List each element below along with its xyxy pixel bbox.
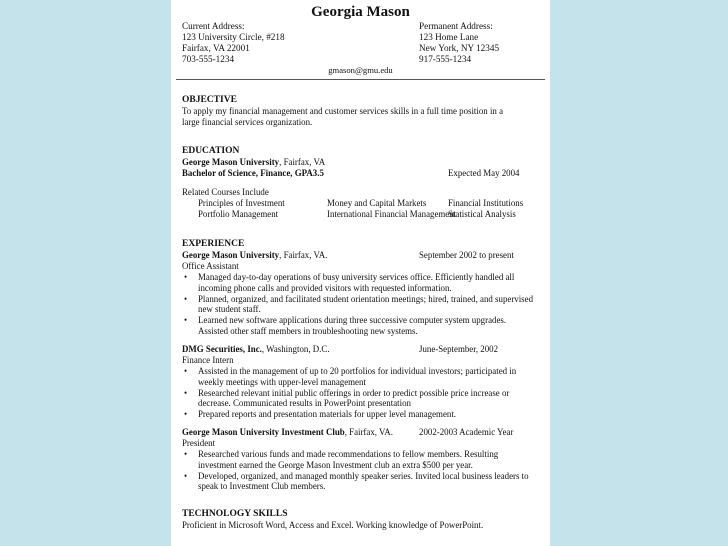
list-item: • Researched various funds and made recommendations to fellow members. Resulting investment earned the George Mason Investment club an extra $500 per year. xyxy=(182,449,533,471)
education-heading: EDUCATION xyxy=(182,146,240,156)
job-dates: June-September, 2002 xyxy=(419,344,499,354)
job-title: President xyxy=(182,438,216,448)
job-org xyxy=(182,344,330,355)
list-item: • Assisted in the management of up to 20 portfolios for individual investors; participated in weekly meetings with upper-level management xyxy=(182,366,533,388)
job-bullets xyxy=(182,366,533,420)
current-address-label: Current Address: xyxy=(182,21,245,31)
job-location: , Fairfax, VA. xyxy=(344,427,393,437)
resume-page xyxy=(171,0,550,546)
list-item: • Developed, organized, and managed monthly speaker series. Invited local business leaders to speak to Investment Club members. xyxy=(182,471,533,493)
objective-text: To apply my financial management and customer services skills in a full time position in a large financial services organization. xyxy=(182,106,504,127)
job-location: , Washington, D.C. xyxy=(261,344,330,354)
permanent-address-phone: 917-555-1234 xyxy=(419,54,472,64)
current-address-phone: 703-555-1234 xyxy=(182,54,235,64)
tech-skills-heading: TECHNOLOGY SKILLS xyxy=(182,509,288,519)
list-item: • Learned new software applications during three successive computer system upgrades. Assisted other staff members in troubleshooting new systems. xyxy=(182,315,533,337)
job-org-name: George Mason University Investment Club xyxy=(182,427,345,437)
job-bullets xyxy=(182,449,533,492)
objective-heading: OBJECTIVE xyxy=(182,95,237,105)
course-item: International Financial Management xyxy=(327,209,457,219)
list-item: • Managed day-to-day operations of busy university services office. Efficiently handled all incoming phone calls and provided visitors with requested information. xyxy=(182,272,533,294)
experience-heading: EXPERIENCE xyxy=(182,239,245,249)
job-org xyxy=(182,250,327,261)
education-school-name: George Mason University xyxy=(182,157,280,167)
permanent-address xyxy=(419,21,499,65)
email-address: gmason@gmu.edu xyxy=(328,65,393,75)
course-item: Portfolio Management xyxy=(198,209,279,219)
job-title: Office Assistant xyxy=(182,261,239,271)
education-school-location: , Fairfax, VA xyxy=(279,157,326,167)
education-school xyxy=(182,157,325,168)
job-dates: 2002-2003 Academic Year xyxy=(419,427,514,437)
job-org-name: George Mason University xyxy=(182,250,280,260)
job-org-name: DMG Securities, Inc. xyxy=(182,344,262,354)
current-address xyxy=(182,21,285,65)
permanent-address-line1: 123 Home Lane xyxy=(419,32,479,42)
current-address-line1: 123 University Circle, #218 xyxy=(182,32,285,42)
course-item: Principles of Investment xyxy=(198,198,285,208)
course-item: Financial Institutions xyxy=(448,198,524,208)
tech-skills-text: Proficient in Microsoft Word, Access and Excel. Working knowledge of PowerPoint. xyxy=(182,520,484,530)
permanent-address-label: Permanent Address: xyxy=(419,21,493,31)
job-title: Finance Intern xyxy=(182,355,234,365)
list-item: • Prepared reports and presentation materials for upper level management. xyxy=(182,409,533,420)
job-location: , Fairfax, VA. xyxy=(279,250,328,260)
job-org xyxy=(182,427,393,438)
education-expected: Expected May 2004 xyxy=(448,168,520,178)
permanent-address-line2: New York, NY 12345 xyxy=(419,43,500,53)
candidate-name: Georgia Mason xyxy=(311,4,410,20)
course-item: Money and Capital Markets xyxy=(327,198,427,208)
job-bullets xyxy=(182,272,533,337)
course-item: Statistical Analysis xyxy=(448,209,516,219)
list-item: • Researched relevant initial public offerings in order to predict possible price increase or decrease. Communicated results in PowerPoint presentation xyxy=(182,388,533,410)
header-divider xyxy=(176,79,545,80)
current-address-line2: Fairfax, VA 22001 xyxy=(182,43,250,53)
courses-label: Related Courses Include xyxy=(182,187,269,197)
education-degree: Bachelor of Science, Finance, GPA3.5 xyxy=(182,168,324,178)
list-item: • Planned, organized, and facilitated student orientation meetings; hired, trained, and supervised new student staff. xyxy=(182,294,533,316)
job-dates: September 2002 to present xyxy=(419,250,514,260)
